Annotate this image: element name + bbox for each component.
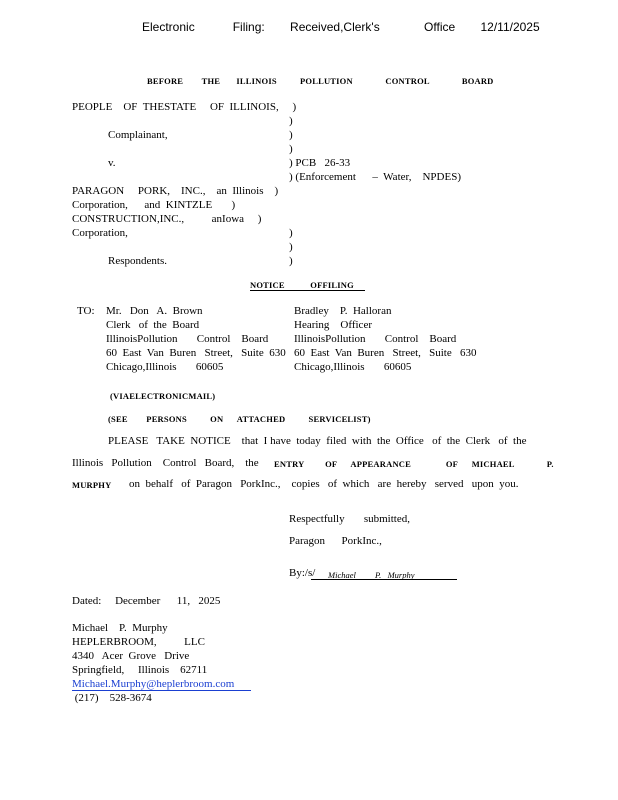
caption-people: PEOPLE OF THESTATE OF ILLINOIS, ) <box>72 101 297 113</box>
caption-respondent-1: PARAGON PORK, INC., an Illinois ) <box>72 185 279 197</box>
signer-email-link[interactable]: Michael.Murphy@heplerbroom.com <box>72 678 235 690</box>
signer-phone: (217) 528-3674 <box>72 692 152 704</box>
body-line-3b: on behalf of Paragon PorkInc., copies of which are hereby served upon you. <box>129 478 519 490</box>
caption-pcb: ) PCB 26-33 <box>289 157 351 169</box>
filing-banner: Electronic Filing: Received,Clerk's Office 12/11/2025 <box>142 20 540 34</box>
body-line-1: PLEASE TAKE NOTICE that I have today filed with the Office of the Clerk of the <box>108 435 527 447</box>
recipient-right-name: Bradley P. Halloran <box>294 305 392 317</box>
signature-line <box>311 579 457 580</box>
signer-street: 4340 Acer Grove Drive <box>72 650 190 662</box>
recipient-right-address: 60 East Van Buren Street, Suite 630 <box>294 347 477 359</box>
closing-respectfully: Respectfully submitted, <box>289 513 410 525</box>
notice-title-underline <box>250 290 365 291</box>
caption-enforcement: ) (Enforcement – Water, NPDES) <box>289 171 461 183</box>
caption-paren-2: ) <box>289 129 293 141</box>
closing-by-label: By:/s/ <box>289 567 316 579</box>
recipient-left-name: Mr. Don A. Brown <box>106 305 203 317</box>
recipient-right-city: Chicago,Illinois 60605 <box>294 361 412 373</box>
caption-paren-5: ) <box>289 241 293 253</box>
recipient-right-title: Hearing Officer <box>294 319 372 331</box>
caption-paren-6: ) <box>289 255 293 267</box>
caption-complainant: Complainant, <box>108 129 168 141</box>
recipient-left-address: 60 East Van Buren Street, Suite 630 <box>106 347 286 359</box>
recipient-left-title: Clerk of the Board <box>106 319 200 331</box>
recipient-right-org: IllinoisPollution Control Board <box>294 333 457 345</box>
closing-signature: Michael P. Murphy <box>328 570 415 580</box>
caption-respondent-2: Corporation, and KINTZLE ) <box>72 199 236 211</box>
recipient-left-org: IllinoisPollution Control Board <box>106 333 269 345</box>
caption-paren-3: ) <box>289 143 293 155</box>
recipient-left-city: Chicago,Illinois 60605 <box>106 361 224 373</box>
caption-paren-4: ) <box>289 227 293 239</box>
body-line-2b: ENTRY OF APPEARANCE OF MICHAEL P. <box>274 459 554 469</box>
caption-respondent-4: Corporation, <box>72 227 128 239</box>
caption-respondents: Respondents. <box>108 255 167 267</box>
dated-line: Dated: December 11, 2025 <box>72 595 221 607</box>
signer-firm: HEPLERBROOM, LLC <box>72 636 205 648</box>
caption-respondent-3: CONSTRUCTION,INC., anIowa ) <box>72 213 262 225</box>
service-list-note: (SEE PERSONS ON ATTACHED SERVICELIST) <box>108 414 371 424</box>
caption-paren-1: ) <box>289 115 293 127</box>
body-line-3a: MURPHY <box>72 480 112 490</box>
signer-name: Michael P. Murphy <box>72 622 168 634</box>
via-email-note: (VIAELECTRONICMAIL) <box>110 391 216 401</box>
to-label: TO: <box>77 305 95 317</box>
signer-city: Springfield, Illinois 62711 <box>72 664 208 676</box>
closing-party: Paragon PorkInc., <box>289 535 382 547</box>
body-line-2a: Illinois Pollution Control Board, the <box>72 457 259 469</box>
caption-v: v. <box>108 157 116 169</box>
notice-title: NOTICE OFFILING <box>250 280 354 290</box>
board-title: BEFORE THE ILLINOIS POLLUTION CONTROL BOARD <box>147 76 494 86</box>
email-underline <box>72 690 251 691</box>
